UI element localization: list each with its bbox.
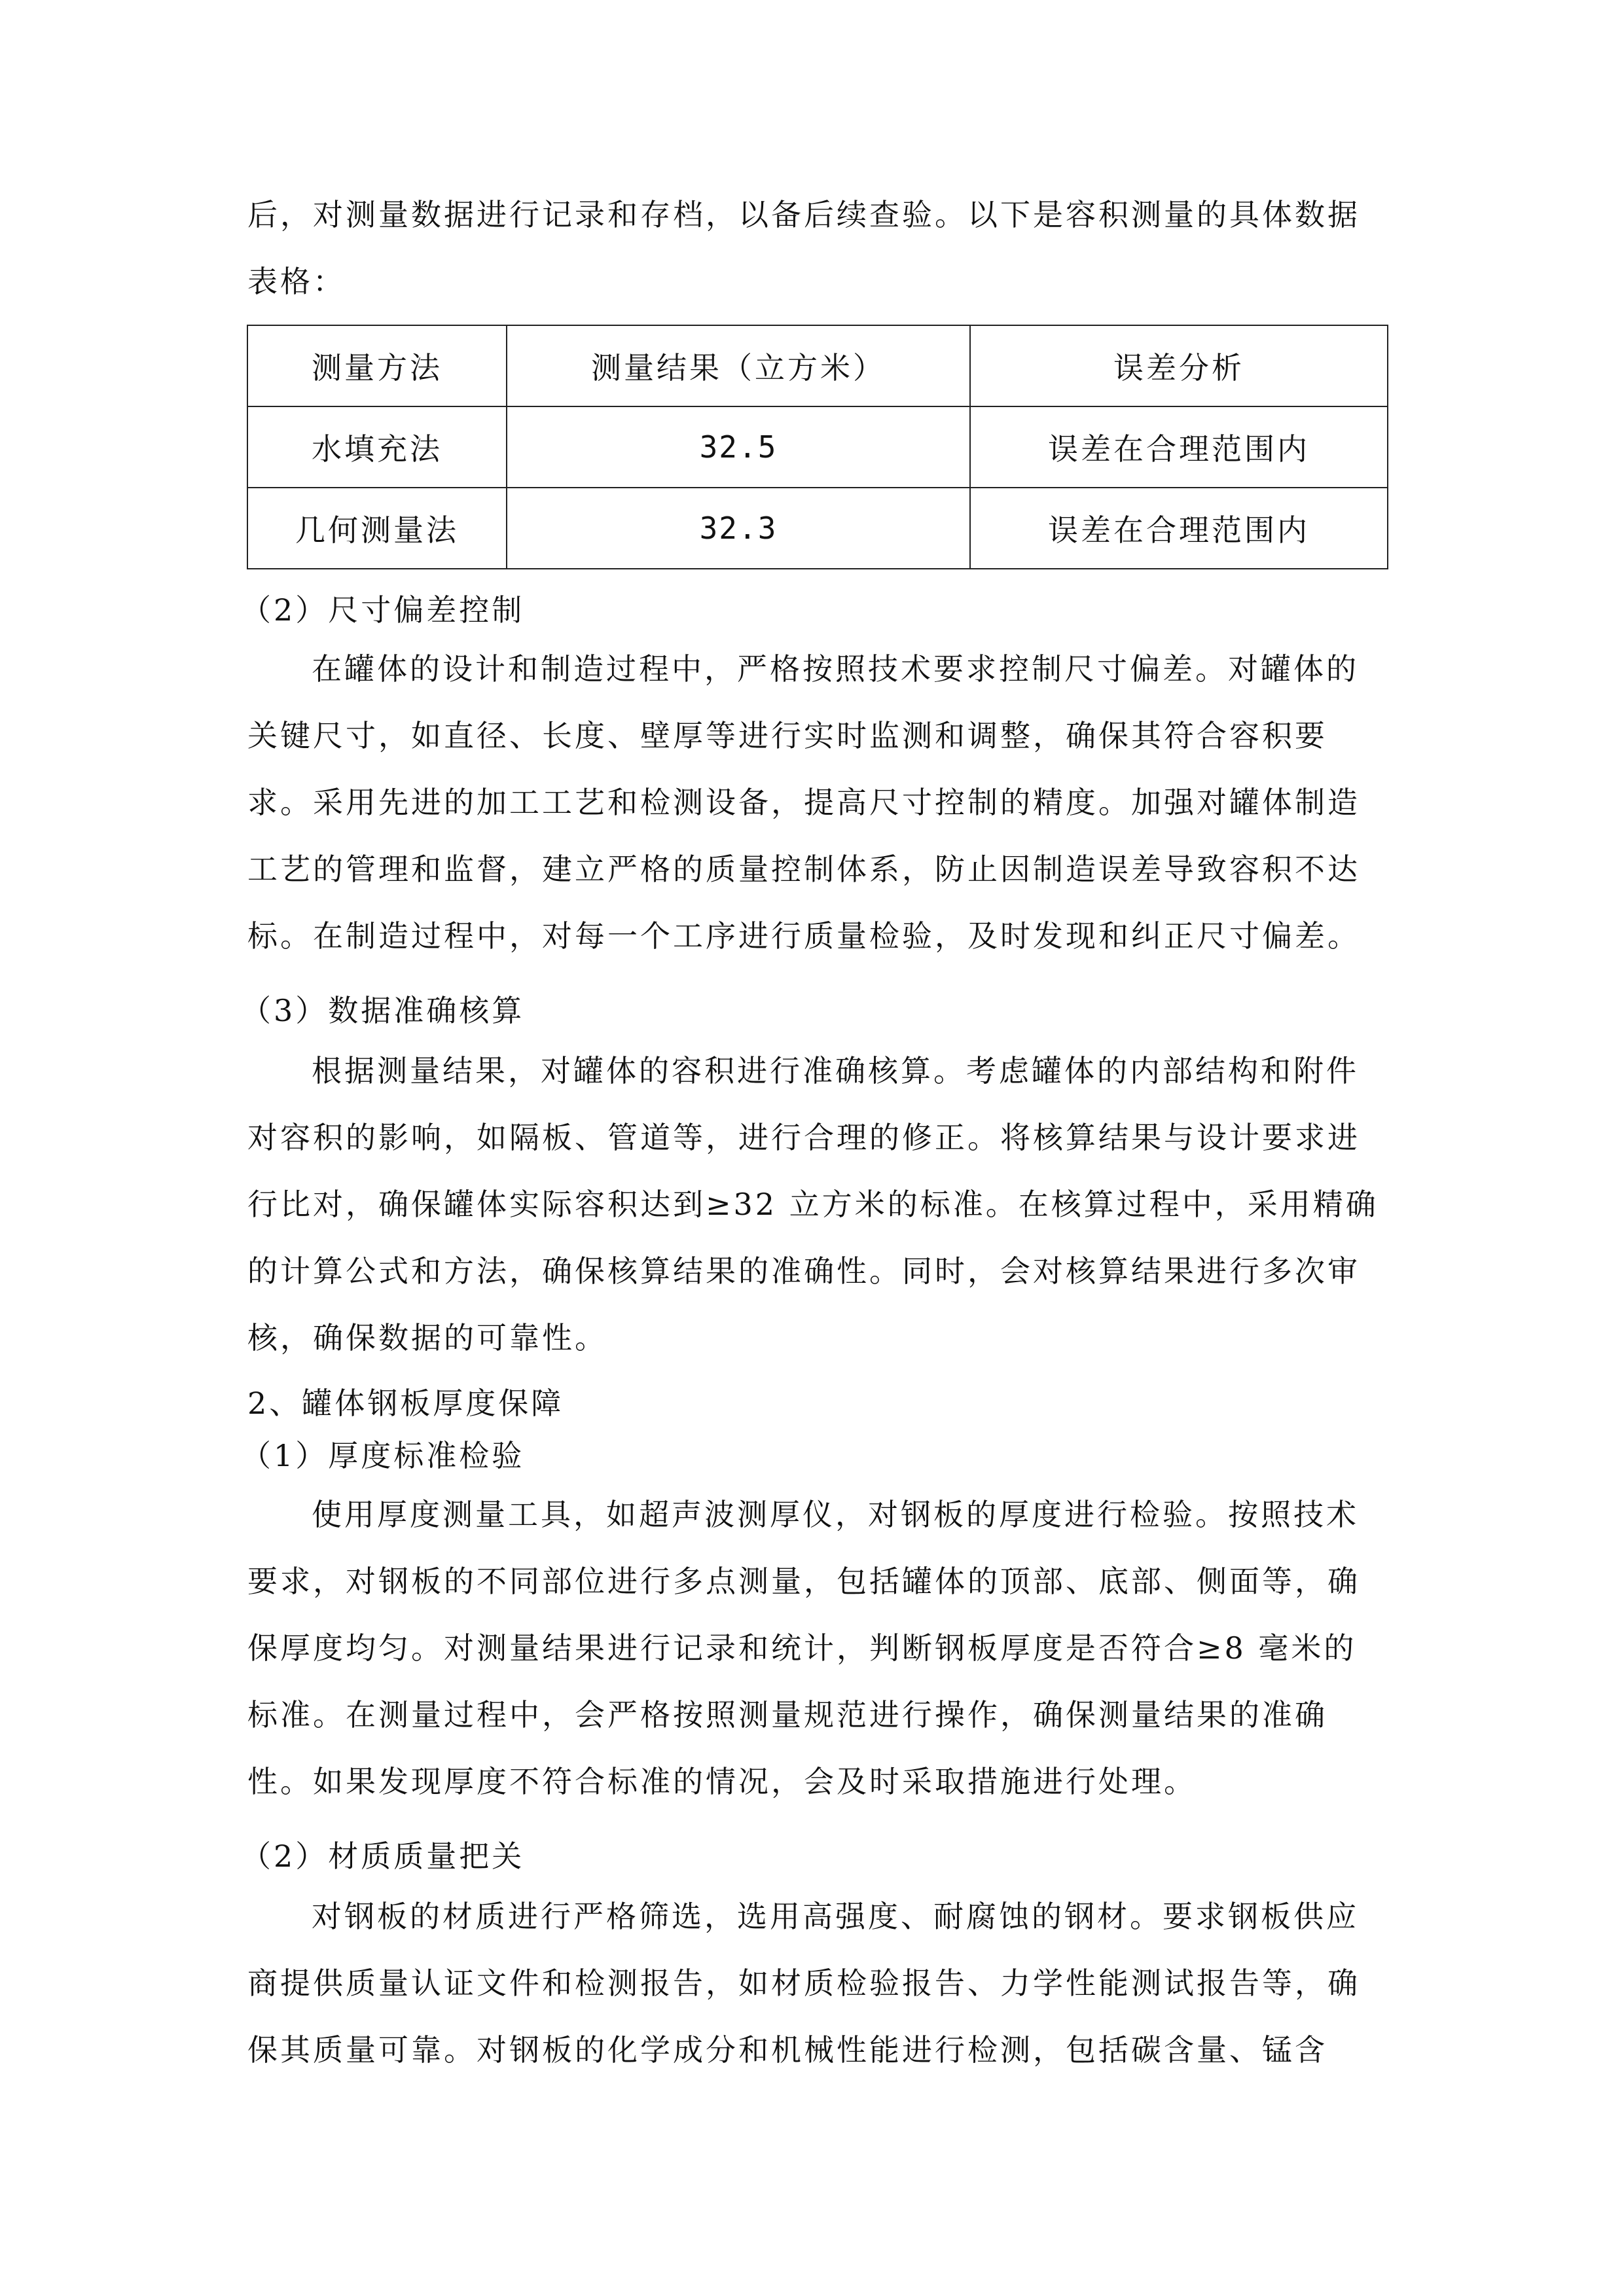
paragraph-line: 求。采用先进的加工工艺和检测设备，提高尺寸控制的精度。加强对罐体制造: [247, 785, 1360, 820]
subsection-heading: （2）材质质量把关: [241, 1839, 525, 1874]
table-cell-error: 误差在合理范围内: [970, 488, 1388, 569]
subsection-heading: （2）尺寸偏差控制: [241, 592, 525, 628]
paragraph-line: 核，确保数据的可靠性。: [247, 1320, 607, 1355]
paragraph-line: 对钢板的材质进行严格筛选，选用高强度、耐腐蚀的钢材。要求钢板供应: [312, 1899, 1359, 1934]
paragraph-line: 使用厚度测量工具，如超声波测厚仪，对钢板的厚度进行检验。按照技术: [312, 1497, 1359, 1532]
paragraph-line: 对容积的影响，如隔板、管道等，进行合理的修正。将核算结果与设计要求进: [247, 1120, 1360, 1155]
paragraph-line: 在罐体的设计和制造过程中，严格按照技术要求控制尺寸偏差。对罐体的: [312, 651, 1359, 687]
table-header-cell: 测量结果（立方米）: [507, 325, 970, 406]
paragraph-line: 行比对，确保罐体实际容积达到≥32 立方米的标准。在核算过程中，采用精确: [247, 1187, 1379, 1222]
paragraph-line: 保厚度均匀。对测量结果进行记录和统计，判断钢板厚度是否符合≥8 毫米的: [247, 1630, 1357, 1666]
section-title: 2、罐体钢板厚度保障: [247, 1386, 564, 1421]
table-cell-result: 32.3: [507, 488, 970, 569]
table-cell-method: 水填充法: [247, 406, 507, 488]
paragraph-line: 性。如果发现厚度不符合标准的情况，会及时采取措施进行处理。: [247, 1764, 1197, 1799]
intro-line-2: 表格：: [247, 264, 346, 299]
paragraph-line: 工艺的管理和监督，建立严格的质量控制体系，防止因制造误差导致容积不达: [247, 852, 1360, 887]
paragraph-line: 商提供质量认证文件和检测报告，如材质检验报告、力学性能测试报告等，确: [247, 1965, 1360, 2001]
intro-line-1: 后，对测量数据进行记录和存档，以备后续查验。以下是容积测量的具体数据: [247, 197, 1360, 232]
subsection-heading: （3）数据准确核算: [241, 993, 525, 1028]
table-header-cell: 误差分析: [970, 325, 1388, 406]
table-cell-result: 32.5: [507, 406, 970, 488]
table-header-row: [247, 325, 1388, 406]
paragraph-line: 标。在制造过程中，对每一个工序进行质量检验，及时发现和纠正尺寸偏差。: [247, 918, 1360, 954]
paragraph-line: 关键尺寸，如直径、长度、壁厚等进行实时监测和调整，确保其符合容积要: [247, 718, 1327, 753]
paragraph-line: 标准。在测量过程中，会严格按照测量规范进行操作，确保测量结果的准确: [247, 1697, 1327, 1732]
paragraph-line: 保其质量可靠。对钢板的化学成分和机械性能进行检测，包括碳含量、锰含: [247, 2032, 1327, 2068]
table-header-cell: 测量方法: [247, 325, 507, 406]
paragraph-line: 根据测量结果，对罐体的容积进行准确核算。考虑罐体的内部结构和附件: [312, 1053, 1359, 1088]
table-row: [247, 488, 1388, 569]
paragraph-line: 的计算公式和方法，确保核算结果的准确性。同时，会对核算结果进行多次审: [247, 1253, 1360, 1289]
table-cell-error: 误差在合理范围内: [970, 406, 1388, 488]
table-cell-method: 几何测量法: [247, 488, 507, 569]
subsection-heading: （1）厚度标准检验: [241, 1438, 525, 1473]
volume-measurement-table: [247, 325, 1388, 569]
table-row: [247, 406, 1388, 488]
paragraph-line: 要求，对钢板的不同部位进行多点测量，包括罐体的顶部、底部、侧面等，确: [247, 1564, 1360, 1599]
